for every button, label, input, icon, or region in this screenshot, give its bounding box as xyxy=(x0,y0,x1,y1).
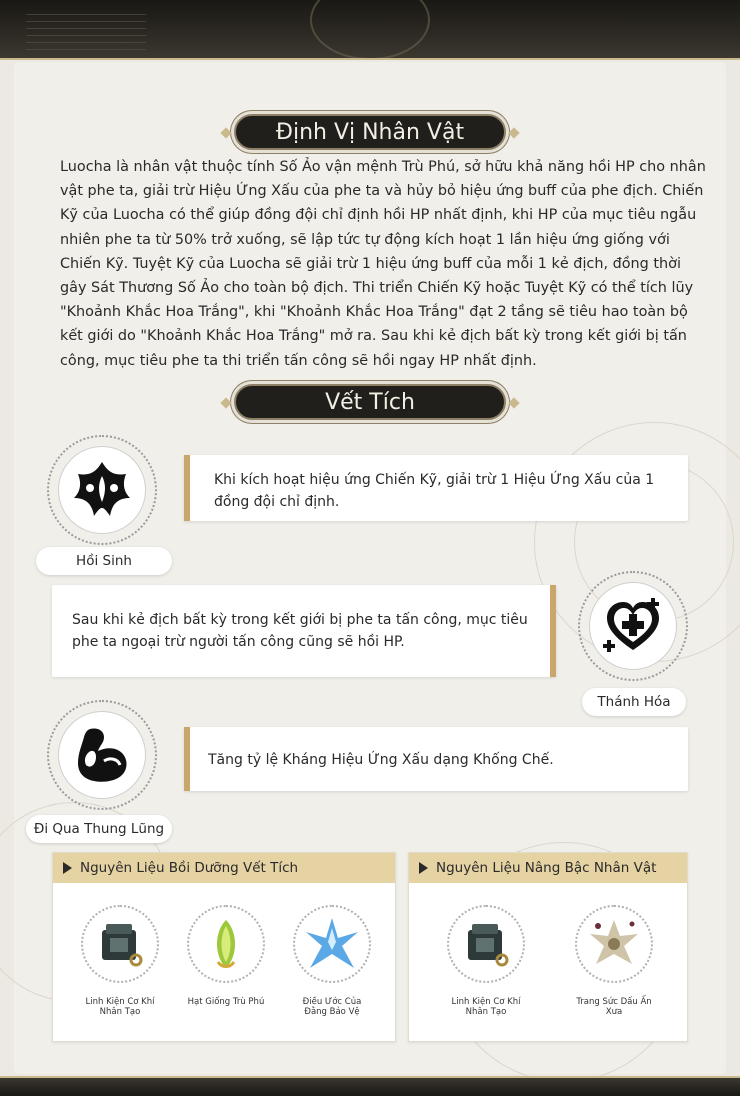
banner-decoration xyxy=(26,14,146,50)
material-name: Điều Ước Của Đằng Bảo Vệ xyxy=(302,997,362,1017)
top-divider xyxy=(0,58,740,60)
material-item xyxy=(291,905,373,1017)
section-title-traces xyxy=(234,384,506,420)
green-seed-icon xyxy=(198,916,254,972)
section-title-text: Vết Tích xyxy=(325,389,415,415)
trace-description-box-3 xyxy=(184,727,688,791)
trace-name: Đi Qua Thung Lũng xyxy=(33,821,165,837)
panel-title: Nguyên Liệu Nâng Bậc Nhân Vật xyxy=(436,860,657,876)
panel-header xyxy=(409,853,687,883)
material-item xyxy=(79,905,161,1017)
panel-header xyxy=(53,853,395,883)
accent-bar xyxy=(550,585,556,677)
trace-description: Sau khi kẻ địch bất kỳ trong kết giới bị phe ta tấn công, mục tiêu phe ta ngoại trừ người tấn công cũng sẽ hồi HP. xyxy=(72,612,528,650)
bottom-banner xyxy=(0,1078,740,1096)
section-title-role xyxy=(234,114,506,150)
flexed-arm-icon xyxy=(70,723,134,787)
material-name: Linh Kiện Cơ Khí Nhân Tạo xyxy=(451,997,521,1017)
material-item xyxy=(185,905,267,1007)
trace-name-pill-2 xyxy=(582,688,686,716)
material-name: Trang Sức Dấu Ấn Xưa xyxy=(576,997,652,1017)
blue-crystal-icon xyxy=(302,914,362,974)
trace-description-box-2 xyxy=(52,585,556,677)
trace-name-pill-1 xyxy=(36,547,172,575)
accent-bar xyxy=(184,455,190,521)
trace-name-pill-3 xyxy=(26,815,172,843)
material-name: Hạt Giống Trù Phú xyxy=(187,997,265,1007)
mechanical-part-icon xyxy=(92,916,148,972)
top-banner xyxy=(0,0,740,58)
ornament-icon xyxy=(584,914,644,974)
play-arrow-icon xyxy=(419,862,428,874)
trace-medallion-1 xyxy=(47,435,157,545)
ascension-materials-panel xyxy=(408,852,688,1042)
play-arrow-icon xyxy=(63,862,72,874)
trace-medallion-3 xyxy=(47,700,157,810)
material-name: Linh Kiện Cơ Khí Nhân Tạo xyxy=(85,997,155,1017)
mechanical-part-icon xyxy=(458,916,514,972)
trace-description: Tăng tỷ lệ Kháng Hiệu Ứng Xấu dạng Khống Chế. xyxy=(208,752,554,768)
material-item xyxy=(573,905,655,1017)
trace-description: Khi kích hoạt hiệu ứng Chiến Kỹ, giải trừ 1 Hiệu Ứng Xấu của 1 đồng đội chỉ định. xyxy=(214,472,655,510)
role-description: Luocha là nhân vật thuộc tính Số Ảo vận mệnh Trù Phú, sở hữu khả năng hồi HP cho nhân vật phe ta, giải trừ Hiệu Ứng Xấu của phe ta và hủy bỏ hiệu ứng buff của phe địch. Chiến Kỹ của Luocha có thể giúp đồng đội chỉ định hồi HP nhất định, khi HP của mục tiêu ngẫu nhiên phe ta từ 50% trở xuống, sẽ lập tức tự động kích hoạt 1 lần hiệu ứng giống với Chiến Kỹ. Tuyệt Kỹ của Luocha sẽ giải trừ 1 hiệu ứng buff của mỗi 1 kẻ địch, đồng thời gây Sát Thương Số Ảo cho toàn bộ địch. Thi triển Chiến Kỹ hoặc Tuyệt Kỹ có thể tích lũy "Khoảnh Khắc Hoa Trắng", khi "Khoảnh Khắc Hoa Trắng" đạt 2 tầng sẽ tiêu hao toàn bộ kết giới do "Khoảnh Khắc Hoa Trắng" mở ra. Sau khi kẻ địch bất kỳ trong kết giới bị tấn công, mục tiêu phe ta thi triển tấn công sẽ hồi ngay HP nhất định. xyxy=(60,159,706,369)
trace-name: Hồi Sinh xyxy=(76,553,132,569)
section-title-text: Định Vị Nhân Vật xyxy=(275,119,465,145)
trace-materials-panel xyxy=(52,852,396,1042)
trace-medallion-2 xyxy=(578,571,688,681)
trace-description-box-1 xyxy=(184,455,688,521)
panel-title: Nguyên Liệu Bồi Dưỡng Vết Tích xyxy=(80,860,299,876)
banner-ornament xyxy=(310,0,430,58)
trace-name: Thánh Hóa xyxy=(597,694,671,710)
accent-bar xyxy=(184,727,190,791)
flower-emblem-icon xyxy=(70,458,134,522)
material-item xyxy=(445,905,527,1017)
heart-plus-icon xyxy=(601,594,665,658)
